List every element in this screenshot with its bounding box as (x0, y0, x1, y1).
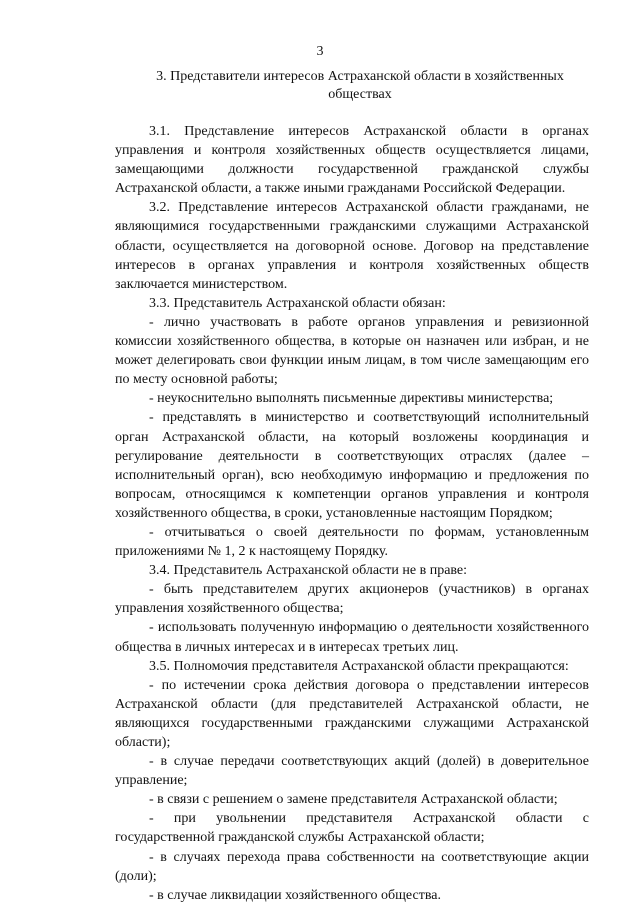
paragraph-3-2: 3.2. Представление интересов Астраханской области гражданами, не являющимися государственными гражданскими служащими Астраханской области, осуществляется на договорной основе. Договор на представление интересов в органах управления и контроля хозяйственных обществ заключается министерством. (115, 200, 589, 292)
list-item: - лично участвовать в работе органов управления и ревизионной комиссии хозяйственного общества, в которые он назначен или избран, и не может делегировать свои функции иным лицам, в том числе замещающим его по месту основной работы; (115, 314, 589, 388)
list-item: - использовать полученную информацию о деятельности хозяйственного общества в личных интересах и в интересах третьих лиц. (115, 620, 589, 655)
list-item: - неукоснительно выполнять письменные директивы министерства; (149, 391, 554, 407)
list-item: - в случае ликвидации хозяйственного общества. (149, 887, 441, 903)
list-item: - в связи с решением о замене представителя Астраханской области; (149, 792, 558, 808)
list-item: - представлять в министерство и соответствующий исполнительный орган Астраханской области, на который возложены координация и регулирование деятельности в соответствующих отраслях (далее – исполнительный орган), всю необходимую информацию и предложения по вопросам, относящимся к компетенции органов управления и контроля хозяйственного общества, в сроки, установленные настоящим Порядком; (115, 410, 589, 521)
list-item: - в случаях перехода права собственности на соответствующие акции (доли); (115, 849, 589, 884)
list-item: - по истечении срока действия договора о представлении интересов Астраханской области (для представителей Астраханской области, не являющихся государственными гражданскими служащими Астраханской области); (115, 677, 589, 750)
paragraph-3-1: 3.1. Представление интересов Астраханской области в органах управления и контроля хозяйственных обществ осуществляется лицами, замещающими должности государственной гражданской службы Астраханской области, а также иными гражданами Российской Федерации. (115, 124, 589, 197)
list-item: - быть представителем других акционеров (участников) в органах управления хозяйственного общества; (115, 582, 589, 617)
paragraph-3-4: 3.4. Представитель Астраханской области не в праве: (149, 563, 468, 579)
document-body (115, 122, 589, 905)
list-item: - при увольнении представителя Астраханской области с государственной гражданской службы Астраханской области; (115, 811, 589, 846)
list-item: - в случае передачи соответствующих акций (долей) в доверительное управление; (115, 754, 589, 789)
list-item: - отчитываться о своей деятельности по формам, установленным приложениями № 1, 2 к настоящему Порядку. (115, 524, 589, 560)
paragraph-3-3: 3.3. Представитель Астраханской области обязан: (149, 295, 446, 311)
section-heading: 3. Представители интересов Астраханской области в хозяйственных обществах (156, 69, 564, 102)
paragraph-3-5: 3.5. Полномочия представителя Астраханской области прекращаются: (149, 658, 569, 674)
page-number: 3 (316, 44, 324, 59)
